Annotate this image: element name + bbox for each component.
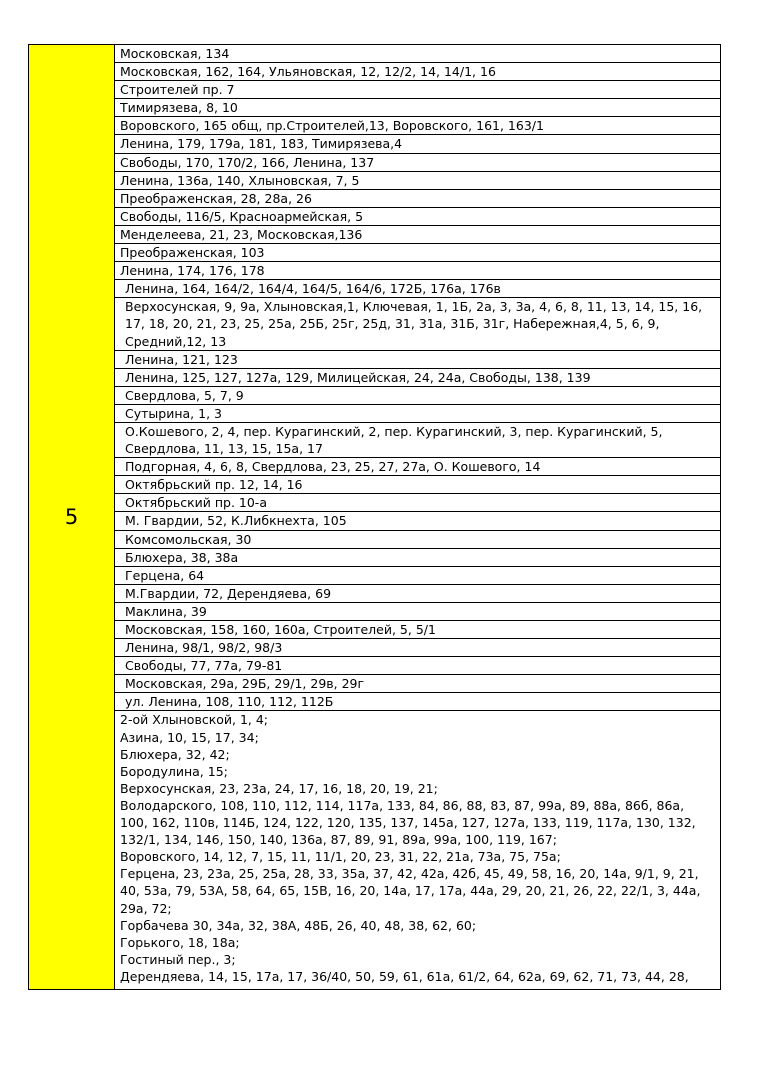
address-row: Октябрьский пр. 10-а xyxy=(115,494,720,512)
address-list-line: Володарского, 108, 110, 112, 114, 117а, 133, 84, 86, 88, 83, 87, 99а, 89, 88а, 86б, 86а, xyxy=(120,797,685,813)
address-table xyxy=(28,44,721,990)
address-row: Свободы, 170, 170/2, 166, Ленина, 137 xyxy=(115,154,720,172)
address-list-line: 132/1, 134, 146, 150, 140, 136а, 87, 89, 91, 89а, 99а, 100, 119, 167; xyxy=(120,832,557,848)
address-row: Преображенская, 28, 28а, 26 xyxy=(115,190,720,208)
address-row: Ленина, 136а, 140, Хлыновская, 7, 5 xyxy=(115,172,720,190)
address-row: Сутырина, 1, 3 xyxy=(115,405,720,423)
address-list-line: Азина, 10, 15, 17, 34; xyxy=(120,729,259,745)
address-list-line: 29а, 72; xyxy=(120,900,172,916)
address-row: Ленина, 164, 164/2, 164/4, 164/5, 164/6, 172Б, 176а, 176в xyxy=(115,280,720,298)
address-rows xyxy=(115,45,720,711)
address-row: Московская, 158, 160, 160а, Строителей, 5, 5/1 xyxy=(115,621,720,639)
address-row-line: 17, 18, 20, 21, 23, 25, 25а, 25Б, 25г, 25д, 31, 31а, 31Б, 31г, Набережная,4, 5, 6, 9, xyxy=(125,316,660,332)
address-row: Строителей пр. 7 xyxy=(115,81,720,99)
address-row-line: Средний,12, 13 xyxy=(125,333,227,349)
address-list-line: 40, 53а, 79, 53А, 58, 64, 65, 15В, 16, 20, 14а, 17, 17а, 44а, 29, 20, 21, 26, 22, 22/1, 3, 44а, xyxy=(120,883,701,899)
address-row-line: Верхосунская, 9, 9а, Хлыновская,1, Ключевая, 1, 1Б, 2а, 3, 3а, 4, 6, 8, 11, 13, 14, 15, 16, xyxy=(125,299,703,315)
address-list-line: Воровского, 14, 12, 7, 15, 11, 11/1, 20, 23, 31, 22, 21а, 73а, 75, 75а; xyxy=(120,849,561,865)
address-list-line: Герцена, 23, 23а, 25, 25а, 28, 33, 35а, 37, 42, 42а, 42б, 45, 49, 58, 16, 20, 14а, 9/1, 9, 21, xyxy=(120,866,699,882)
address-row: ул. Ленина, 108, 110, 112, 112Б xyxy=(115,693,720,711)
address-row: Ленина, 121, 123 xyxy=(115,351,720,369)
address-row: Маклина, 39 xyxy=(115,603,720,621)
address-list-line: Бородулина, 15; xyxy=(120,763,228,779)
address-column xyxy=(115,45,720,989)
address-row xyxy=(115,423,720,458)
address-list-line: Гостиный пер., 3; xyxy=(120,951,236,967)
address-row: Тимирязева, 8, 10 xyxy=(115,99,720,117)
address-row-line: О.Кошевого, 2, 4, пер. Курагинский, 2, пер. Курагинский, 3, пер. Курагинский, 5, xyxy=(125,423,663,439)
address-row: Октябрьский пр. 12, 14, 16 xyxy=(115,476,720,494)
address-row: Свободы, 77, 77а, 79-81 xyxy=(115,657,720,675)
address-list-line: Блюхера, 32, 42; xyxy=(120,746,230,762)
address-row: М. Гвардии, 52, К.Либкнехта, 105 xyxy=(115,512,720,530)
address-list-line: 2-ой Хлыновской, 1, 4; xyxy=(120,712,269,728)
address-row: Московская, 29а, 29Б, 29/1, 29в, 29г xyxy=(115,675,720,693)
address-row-line: Свердлова, 11, 13, 15, 15а, 17 xyxy=(125,441,323,457)
address-row: Московская, 134 xyxy=(115,45,720,63)
address-row: Ленина, 174, 176, 178 xyxy=(115,262,720,280)
address-row: Ленина, 179, 179а, 181, 183, Тимирязева,4 xyxy=(115,135,720,153)
address-list-block xyxy=(115,711,720,989)
address-row: Свердлова, 5, 7, 9 xyxy=(115,387,720,405)
address-row: Герцена, 64 xyxy=(115,567,720,585)
zone-number: 5 xyxy=(64,505,79,529)
address-row: Менделеева, 21, 23, Московская,136 xyxy=(115,226,720,244)
address-list-line: 100, 162, 110в, 114Б, 124, 122, 120, 135, 137, 145а, 127, 127а, 133, 119, 117а, 130, 132, xyxy=(120,815,696,831)
address-row: Московская, 162, 164, Ульяновская, 12, 12/2, 14, 14/1, 16 xyxy=(115,63,720,81)
address-list-line: Горького, 18, 18а; xyxy=(120,934,240,950)
address-row: Подгорная, 4, 6, 8, Свердлова, 23, 25, 27, 27а, О. Кошевого, 14 xyxy=(115,458,720,476)
address-row: Преображенская, 103 xyxy=(115,244,720,262)
address-list-line: Горбачева 30, 34а, 32, 38А, 48Б, 26, 40, 48, 38, 62, 60; xyxy=(120,917,477,933)
address-row xyxy=(115,298,720,350)
address-list-line: Дерендяева, 14, 15, 17а, 17, 36/40, 50, 59, 61, 61а, 61/2, 64, 62а, 69, 62, 71, 73, 44, 28, xyxy=(120,968,689,984)
address-row: Комсомольская, 30 xyxy=(115,531,720,549)
address-row: Свободы, 116/5, Красноармейская, 5 xyxy=(115,208,720,226)
address-list-line: Верхосунская, 23, 23а, 24, 17, 16, 18, 20, 19, 21; xyxy=(120,780,438,796)
address-row: Блюхера, 38, 38а xyxy=(115,549,720,567)
zone-number-cell xyxy=(29,45,115,989)
address-row: Ленина, 125, 127, 127а, 129, Милицейская, 24, 24а, Свободы, 138, 139 xyxy=(115,369,720,387)
address-row: Ленина, 98/1, 98/2, 98/3 xyxy=(115,639,720,657)
address-row: М.Гвардии, 72, Дерендяева, 69 xyxy=(115,585,720,603)
address-row: Воровского, 165 общ, пр.Строителей,13, Воровского, 161, 163/1 xyxy=(115,117,720,135)
